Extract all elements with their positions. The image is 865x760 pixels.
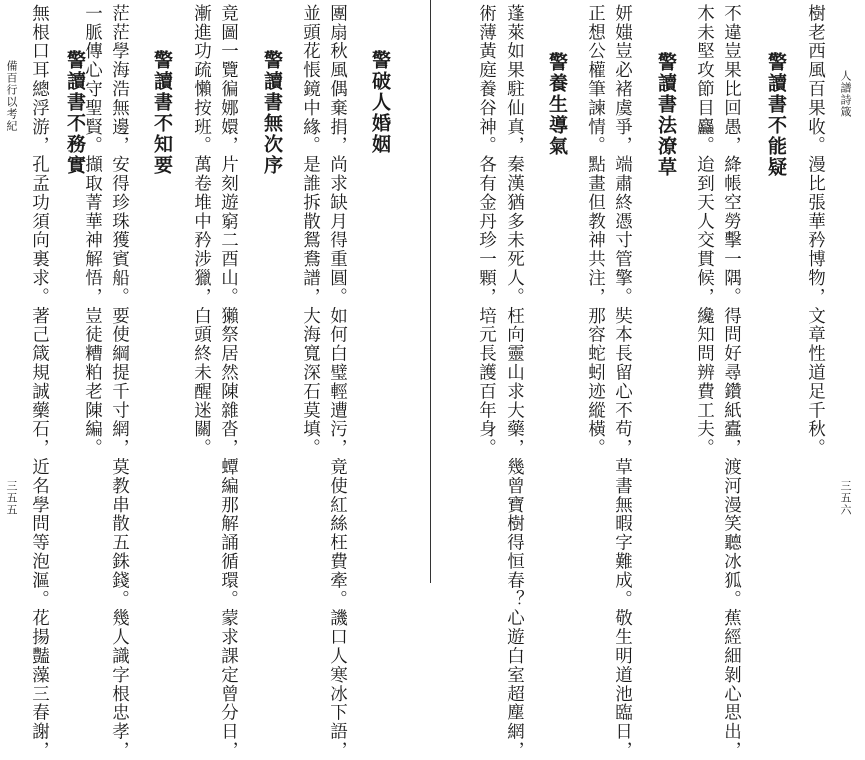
poem-line: 團扇秋風偶棄捐，尚求缺月得重圓。如何白璧輕遭污，竟使紅絲枉費牽。譏口人寒冰下語， [327,4,348,760]
poem-line: 不違豈果比回愚，絳帳空勞擊一隅。得問好尋鑽紙蠹，渡河漫笑聽冰狐。蕉經細剝心思出， [721,4,742,760]
poem-line: 漸進功疏懶按班。萬卷堆中矜涉獵，白頭終未醒迷關。 [191,4,212,458]
poem-heading: 警破人婚姻 [369,50,391,155]
poem-line: 蓬萊如果駐仙真，秦漢猶多未死人。枉向靈山求大藥，幾曾寶樹得恒春？心遊白室超塵網， [504,4,525,760]
poem-line: 茫茫學海浩無邊，安得珍珠獲賓船。要使綱提千寸網，莫教串散五銖錢。幾人識字根忠孝， [109,4,130,760]
poem-line: 妍媸豈必褚虞爭，端肅終憑寸管擎。奘本長留心不苟，草書無暇字難成。敬生明道池臨日， [612,4,633,760]
poem-line: 並頭花悵鏡中緣。是誰拆散鴛鴦譜，大海寬深石莫填。 [300,4,321,458]
poem-line: 無根口耳總浮游，孔孟功須向裏求。著己箴規誠藥石，近名學問等泡漚。花揚豔藻三春謝， [29,4,50,760]
page-number: 三五六 [839,480,852,516]
running-title: 人譜詩箴 [839,70,852,118]
poem-heading: 警讀書不能疑 [765,52,787,178]
poem-heading: 警養生導氣 [546,52,568,157]
poem-line: 樹老西風百果收。漫比張華矜博物，文章性道足千秋。 [805,4,826,458]
poem-line: 木未堅攻節目麤。迨到天人交貫候，纔知問辨費工夫。 [694,4,715,458]
left-page [0,0,430,760]
poem-heading: 警讀書無次序 [261,50,283,176]
poem-line: 一脈傳心守聖賢。擷取菁華神解悟，豈徒糟粕老陳編。 [82,4,103,458]
poem-heading: 警讀書不知要 [151,50,173,176]
poem-line: 正想公權筆諫情。點畫但教神共注，那容蛇蚓迹縱橫。 [585,4,606,458]
page-number: 三五五 [5,480,18,516]
poem-heading: 警讀書法潦草 [655,52,677,178]
running-title: 備百行以考紀 [5,60,18,132]
right-page [431,0,865,760]
poem-heading: 警讀書不務實 [64,50,86,176]
poem-line: 竟圖一覽徧娜嬛，片刻遊窮二酉山。獺祭居然陳雜沓，蟫編那解誦循環。蒙求課定曾分日， [218,4,239,760]
poem-line: 術薄黃庭養谷神。各有金丹珍一顆，培元長護百年身。 [476,4,497,458]
